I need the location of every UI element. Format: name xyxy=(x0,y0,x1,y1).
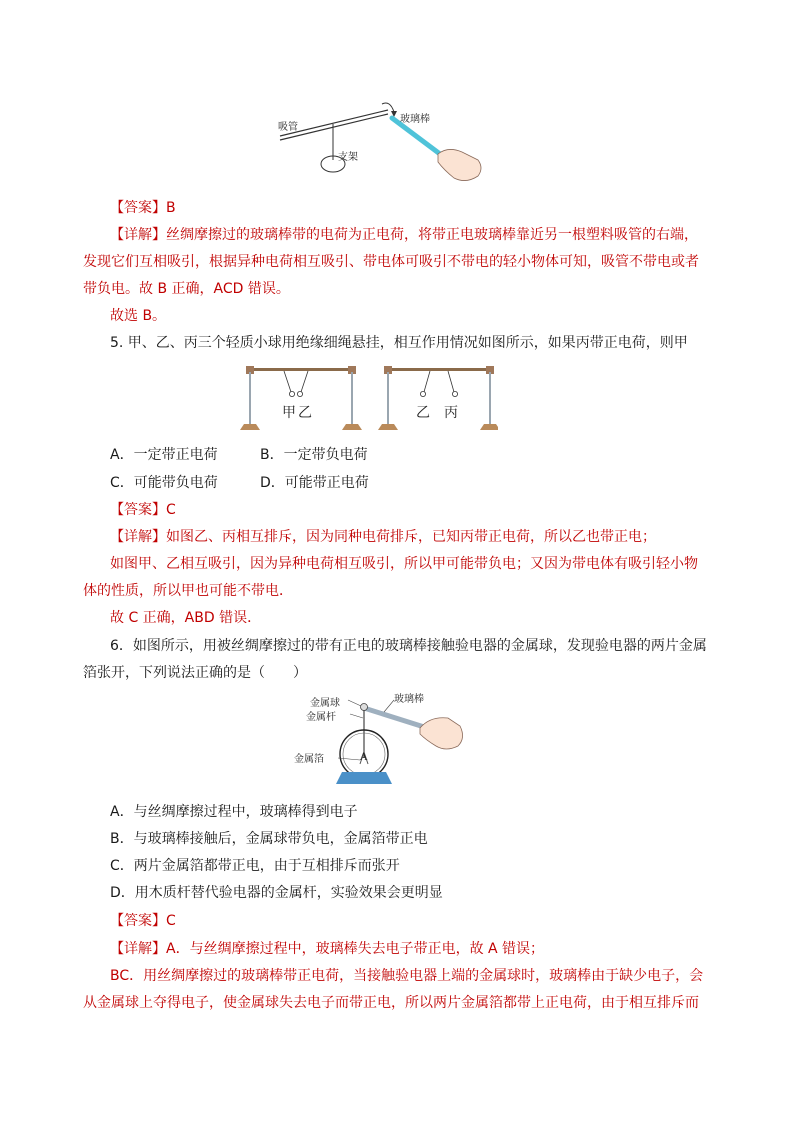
label-metal-rod: 金属杆 xyxy=(306,712,336,723)
label-glass-rod: 玻璃棒 xyxy=(400,114,430,125)
q5-stem: 5. 甲、乙、丙三个轻质小球用绝缘细绳悬挂，相互作用情况如图所示，如果丙带正电荷，则甲 xyxy=(110,335,688,351)
detail-text: 如图乙、丙相互排斥，因为同种电荷排斥，已知丙带正电荷，所以乙也带正电； xyxy=(166,529,656,545)
q5-option-b: B．一定带负电荷 xyxy=(260,447,368,463)
detail-tag: 【详解】 xyxy=(110,227,166,243)
detail-text: A．与丝绸摩擦过程中，玻璃棒失去电子带正电，故 A 错误； xyxy=(166,941,545,957)
figure-straw-stand xyxy=(270,98,500,190)
label-metal-ball: 金属球 xyxy=(310,698,340,709)
q4-detail-line-2: 发现它们互相吸引，根据异种电荷相互吸引、带电体可吸引不带电的轻小物体可知，吸管不带电或者 xyxy=(83,254,699,270)
q5-detail-line-2: 如图甲、乙相互吸引，因为异种电荷相互吸引，所以甲可能带负电；又因为带电体有吸引轻小物 xyxy=(110,556,698,572)
detail-tag: 【详解】 xyxy=(110,529,166,545)
label-ball-jia: 甲 xyxy=(282,405,296,421)
label-metal-foil: 金属箔 xyxy=(294,754,324,765)
q5-answer xyxy=(110,501,176,519)
q5-option-a: A．一定带正电荷 xyxy=(110,447,218,463)
q6-option-a: A．与丝绸摩擦过程中，玻璃棒得到电子 xyxy=(110,804,358,820)
q4-answer xyxy=(110,199,176,217)
suspended-balls-illustration xyxy=(238,362,498,440)
q6-detail-line-1 xyxy=(110,940,544,958)
answer-value: C xyxy=(166,502,176,518)
q5-option-c: C．可能带负电荷 xyxy=(110,475,218,491)
answer-tag: 【答案】 xyxy=(110,200,166,216)
answer-tag: 【答案】 xyxy=(110,502,166,518)
answer-value: B xyxy=(166,200,176,216)
q4-conclusion: 故选 B。 xyxy=(110,308,167,324)
detail-tag: 【详解】 xyxy=(110,941,166,957)
label-letter-a: A xyxy=(360,752,368,763)
q6-detail-line-2: BC．用丝绸摩擦过的玻璃棒带正电荷，当接触验电器上端的金属球时，玻璃棒由于缺少电子，会 xyxy=(110,968,704,984)
q6-option-c: C．两片金属箔都带正电，由于互相排斥而张开 xyxy=(110,858,400,874)
figure-electroscope xyxy=(290,688,470,794)
q4-detail-line-3: 带负电。故 B 正确，ACD 错误。 xyxy=(83,281,290,297)
q5-option-d: D．可能带正电荷 xyxy=(260,475,369,491)
label-glass-rod-2: 玻璃棒 xyxy=(394,694,424,705)
q5-detail-line-3: 体的性质，所以甲也可能不带电． xyxy=(83,583,293,599)
q6-detail-line-3: 从金属球上夺得电子，使金属球失去电子而带正电，所以两片金属箔都带上正电荷，由于相互排斥而 xyxy=(83,995,699,1011)
q4-detail-line-1 xyxy=(110,226,698,244)
q5-conclusion: 故 C 正确，ABD 错误． xyxy=(110,610,262,626)
label-ball-bing: 丙 xyxy=(444,405,458,421)
q5-detail-line-1 xyxy=(110,528,656,546)
label-stand: 支架 xyxy=(338,152,358,163)
q6-stem-line-1: 6．如图所示，用被丝绸摩擦过的带有正电的玻璃棒接触验电器的金属球，发现验电器的两片金属 xyxy=(110,638,707,654)
q6-option-d: D．用木质杆替代验电器的金属杆，实验效果会更明显 xyxy=(110,885,443,901)
q6-stem-line-2: 箔张开，下列说法正确的是（ ） xyxy=(83,665,307,681)
label-straw: 吸管 xyxy=(278,122,298,133)
straw-stand-illustration xyxy=(270,98,500,190)
label-ball-yi-left: 乙 xyxy=(298,405,312,421)
figure-suspended-balls xyxy=(238,362,498,440)
answer-value: C xyxy=(166,913,176,929)
q6-option-b: B．与玻璃棒接触后，金属球带负电，金属箔带正电 xyxy=(110,831,428,847)
detail-text: 丝绸摩擦过的玻璃棒带的电荷为正电荷，将带正电玻璃棒靠近另一根塑料吸管的右端， xyxy=(166,227,698,243)
answer-tag: 【答案】 xyxy=(110,913,166,929)
label-ball-yi-right: 乙 xyxy=(416,405,430,421)
q6-answer xyxy=(110,912,176,930)
